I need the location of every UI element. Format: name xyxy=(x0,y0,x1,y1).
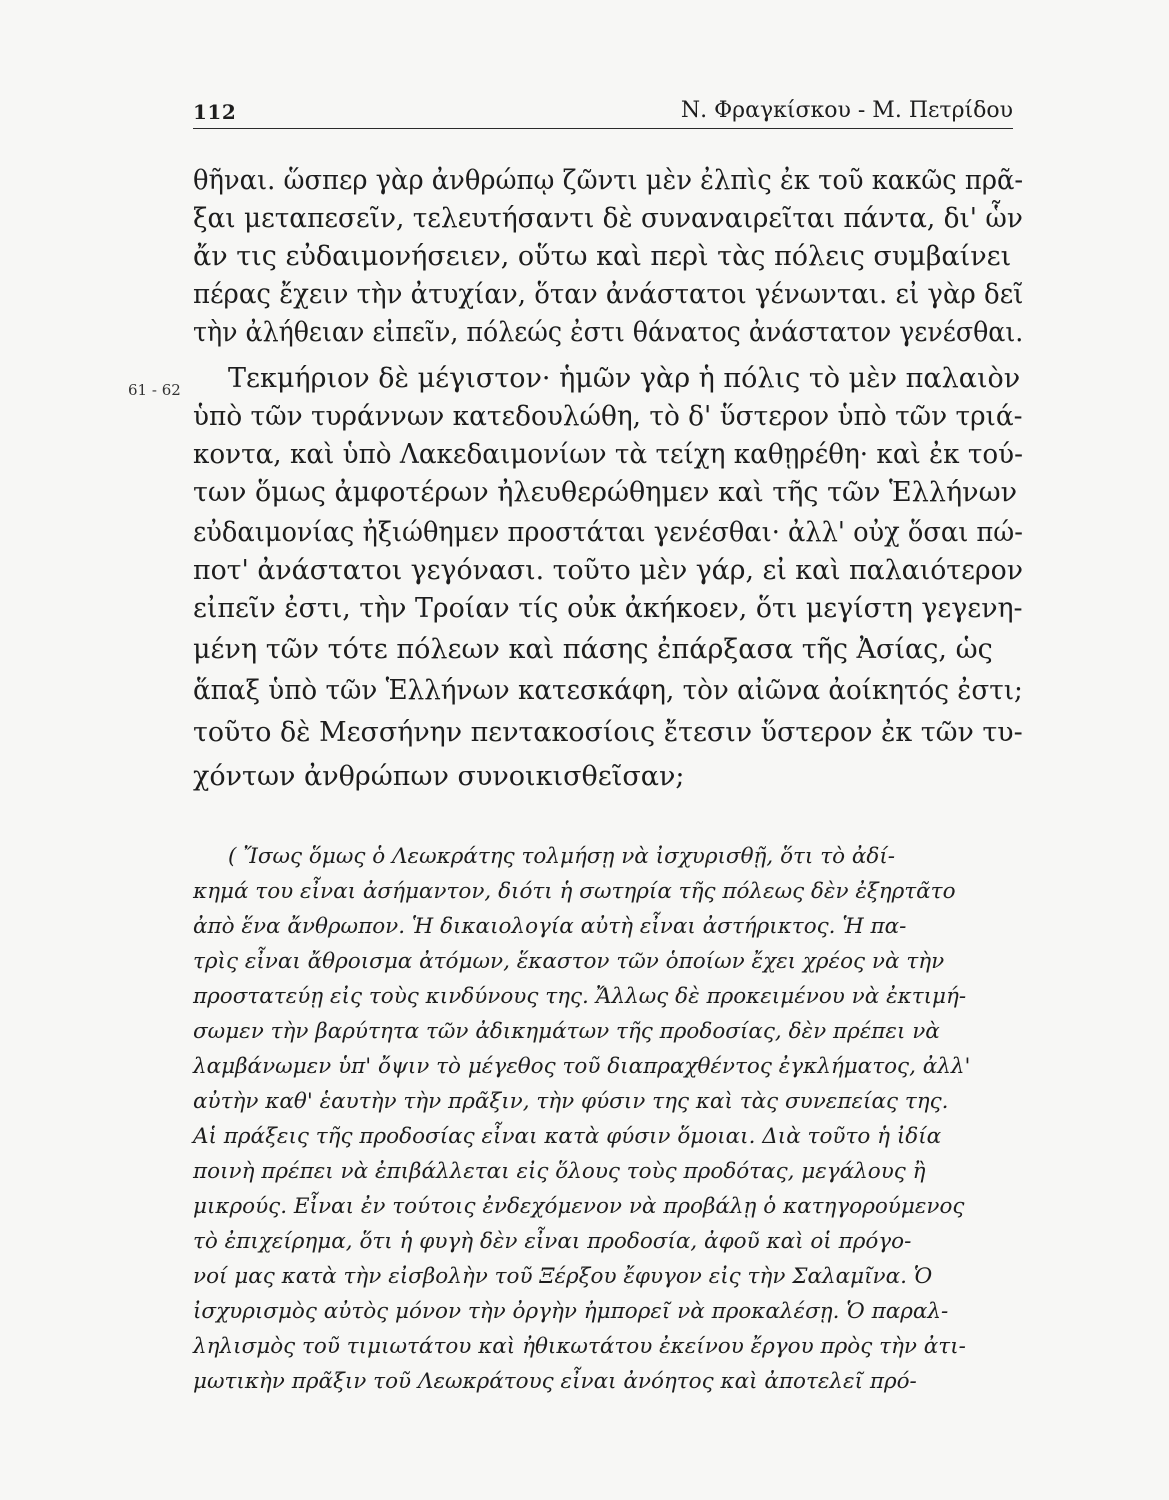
running-head: Ν. Φραγκίσκου - Μ. Πετρίδου xyxy=(680,98,1013,123)
commentary-line: νοί μας κατὰ τὴν εἰσβολὴν τοῦ Ξέρξου ἔφυγον εἰς τὴν Σαλαμῖνα. Ὁ xyxy=(193,1264,933,1289)
text-line: κοντα, καὶ ὑπὸ Λακεδαιμονίων τὰ τείχη καθῃρέθη· καὶ ἐκ τού- xyxy=(193,439,1023,470)
commentary-line: ἀπὸ ἕνα ἄνθρωπον. Ἡ δικαιολογία αὐτὴ εἶναι ἀστήρικτος. Ἡ πα- xyxy=(193,914,907,939)
commentary-line: αὐτὴν καθ' ἑαυτὴν τὴν πρᾶξιν, τὴν φύσιν της καὶ τὰς συνεπείας της. xyxy=(193,1089,949,1114)
commentary-line: Αἱ πράξεις τῆς προδοσίας εἶναι κατὰ φύσιν ὅμοιαι. Διὰ τοῦτο ἡ ἰδία xyxy=(193,1124,942,1149)
page-number: 112 xyxy=(193,100,237,124)
text-line: ὑπὸ τῶν τυράννων κατεδουλώθη, τὸ δ' ὕστερον ὑπὸ τῶν τριά- xyxy=(193,401,1023,432)
commentary-line: ἰσχυρισμὸς αὐτὸς μόνον τὴν ὀργὴν ἠμπορεῖ νὰ προκαλέσῃ. Ὁ παραλ- xyxy=(193,1299,949,1324)
text-line: εἰπεῖν ἐστι, τὴν Τροίαν τίς οὐκ ἀκήκοεν, ὅτι μεγίστη γεγενη- xyxy=(193,593,1023,624)
commentary-line: κημά του εἶναι ἀσήμαντον, διότι ἡ σωτηρία τῆς πόλεως δὲν ἐξηρτᾶτο xyxy=(193,879,956,904)
commentary-line: προστατεύῃ εἰς τοὺς κινδύνους της. Ἄλλως δὲ προκειμένου νὰ ἐκτιμή- xyxy=(193,984,967,1009)
commentary-line: ( Ἴσως ὅμως ὁ Λεωκράτης τολμήσῃ νὰ ἰσχυρισθῇ, ὅτι τὸ ἀδί- xyxy=(228,844,896,869)
text-line: εὐδαιμονίας ἠξιώθημεν προστάται γενέσθαι· ἀλλ' οὐχ ὅσαι πώ- xyxy=(193,517,1023,548)
text-line: τοῦτο δὲ Μεσσήνην πεντακοσίοις ἔτεσιν ὕστερον ἐκ τῶν τυ- xyxy=(193,717,1023,748)
commentary-line: ποινὴ πρέπει νὰ ἐπιβάλλεται εἰς ὅλους τοὺς προδότας, μεγάλους ἢ xyxy=(193,1159,926,1184)
commentary-line: ληλισμὸς τοῦ τιμιωτάτου καὶ ἠθικωτάτου ἐκείνου ἔργου πρὸς τὴν ἀτι- xyxy=(193,1334,966,1359)
text-line: ἄν τις εὐδαιμονήσειεν, οὕτω καὶ περὶ τὰς πόλεις συμβαίνει xyxy=(193,241,1012,272)
commentary-line: τὸ ἐπιχείρημα, ὅτι ἡ φυγὴ δὲν εἶναι προδοσία, ἀφοῦ καὶ οἱ πρόγο- xyxy=(193,1229,912,1254)
text-line: τὴν ἀλήθειαν εἰπεῖν, πόλεώς ἐστι θάνατος ἀνάστατον γενέσθαι. xyxy=(193,317,1024,348)
commentary-line: λαμβάνωμεν ὑπ' ὄψιν τὸ μέγεθος τοῦ διαπραχθέντος ἐγκλήματος, ἀλλ' xyxy=(193,1054,971,1079)
text-line: ξαι μεταπεσεῖν, τελευτήσαντι δὲ συναναιρεῖται πάντα, δι' ὧν xyxy=(193,203,1023,234)
text-line: ἅπαξ ὑπὸ τῶν Ἑλλήνων κατεσκάφη, τὸν αἰῶνα ἀοίκητός ἐστι; xyxy=(193,675,1023,706)
commentary-line: μωτικὴν πρᾶξιν τοῦ Λεωκράτους εἶναι ἀνόητος καὶ ἀποτελεῖ πρό- xyxy=(193,1369,917,1394)
text-line: των ὅμως ἀμφοτέρων ἠλευθερώθημεν καὶ τῆς τῶν Ἑλλήνων xyxy=(193,477,1018,508)
text-line: χόντων ἀνθρώπων συνοικισθεῖσαν; xyxy=(193,761,685,792)
page-header xyxy=(193,96,1013,129)
margin-note: 61 - 62 xyxy=(128,381,181,399)
text-line: πέρας ἔχειν τὴν ἀτυχίαν, ὅταν ἀνάστατοι γένωνται. εἰ γὰρ δεῖ xyxy=(193,279,1024,310)
commentary-line: τρὶς εἶναι ἄθροισμα ἀτόμων, ἕκαστον τῶν ὁποίων ἔχει χρέος νὰ τὴν xyxy=(193,949,945,974)
text-line: ποτ' ἀνάστατοι γεγόνασι. τοῦτο μὲν γάρ, εἰ καὶ παλαιότερον xyxy=(193,555,1024,586)
commentary-line: μικρούς. Εἶναι ἐν τούτοις ἐνδεχόμενον νὰ προβάλῃ ὁ κατηγορούμενος xyxy=(193,1194,965,1219)
commentary-line: σωμεν τὴν βαρύτητα τῶν ἀδικημάτων τῆς προδοσίας, δὲν πρέπει νὰ xyxy=(193,1019,940,1044)
text-line: μένη τῶν τότε πόλεων καὶ πάσης ἐπάρξασα τῆς Ἀσίας, ὡς xyxy=(193,634,993,665)
text-line: θῆναι. ὥσπερ γὰρ ἀνθρώπῳ ζῶντι μὲν ἐλπὶς ἐκ τοῦ κακῶς πρᾶ- xyxy=(193,165,1024,196)
text-line: Τεκμήριον δὲ μέγιστον· ἡμῶν γὰρ ἡ πόλις τὸ μὲν παλαιὸν xyxy=(228,363,1021,394)
